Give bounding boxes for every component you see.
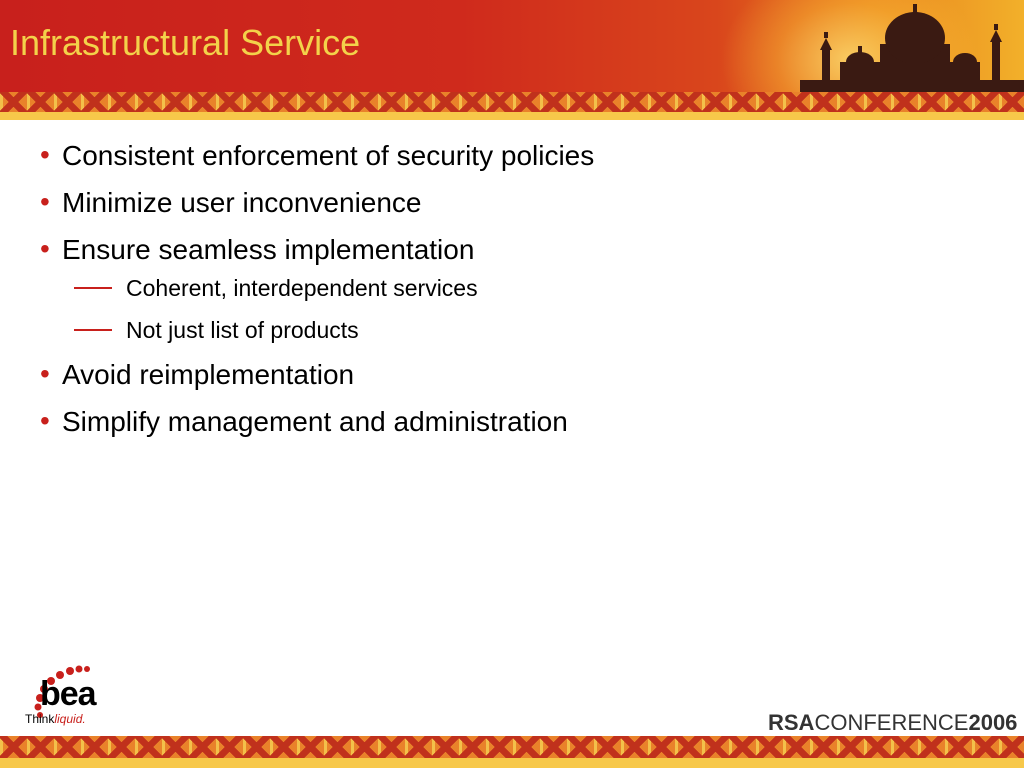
divider-rule-bottom xyxy=(0,758,1024,768)
bullet-item xyxy=(40,406,980,438)
sub-bullet-text: Not just list of products xyxy=(126,317,359,343)
bullet-text: Ensure seamless implementation xyxy=(62,234,475,265)
bullet-item xyxy=(40,187,980,219)
bullet-text: Avoid reimplementation xyxy=(62,359,355,390)
slide-title: Infrastructural Service xyxy=(10,22,361,63)
bullet-dot-icon: • xyxy=(40,139,50,170)
bullet-item xyxy=(40,234,980,344)
decorative-band-bottom xyxy=(0,736,1024,758)
bullet-dot-icon: • xyxy=(40,405,50,436)
bea-tagline xyxy=(25,712,86,726)
sub-bullet-item xyxy=(74,316,980,344)
sub-bullet-list xyxy=(74,274,980,344)
bullet-text: Minimize user inconvenience xyxy=(62,187,422,218)
conference-word: CONFERENCE xyxy=(814,710,969,735)
bullet-item xyxy=(40,140,980,172)
divider-rule-top xyxy=(0,112,1024,120)
bullet-list xyxy=(40,140,980,438)
slide-header xyxy=(0,0,1024,92)
dash-icon xyxy=(74,287,112,289)
bea-tag-liquid: liquid. xyxy=(54,712,86,726)
sub-bullet-item xyxy=(74,274,980,302)
sub-bullet-text: Coherent, interdependent services xyxy=(126,275,478,301)
bullet-dot-icon: • xyxy=(40,233,50,264)
bullet-text: Simplify management and administration xyxy=(62,406,568,437)
bullet-text: Consistent enforcement of security policies xyxy=(62,140,595,171)
conference-year: 2006 xyxy=(968,710,1018,735)
dash-icon xyxy=(74,329,112,331)
palace-skyline-icon xyxy=(800,0,1024,92)
bea-tag-think: Think xyxy=(25,712,55,726)
rsa-conference-logo xyxy=(768,710,1017,736)
rsa-word: RSA xyxy=(768,710,815,735)
bullet-dot-icon: • xyxy=(40,358,50,389)
decorative-band-top xyxy=(0,92,1024,112)
bullet-item xyxy=(40,359,980,391)
bullet-dot-icon: • xyxy=(40,186,50,217)
bea-logo-wordmark: bea xyxy=(40,675,96,713)
slide-body xyxy=(40,140,980,453)
